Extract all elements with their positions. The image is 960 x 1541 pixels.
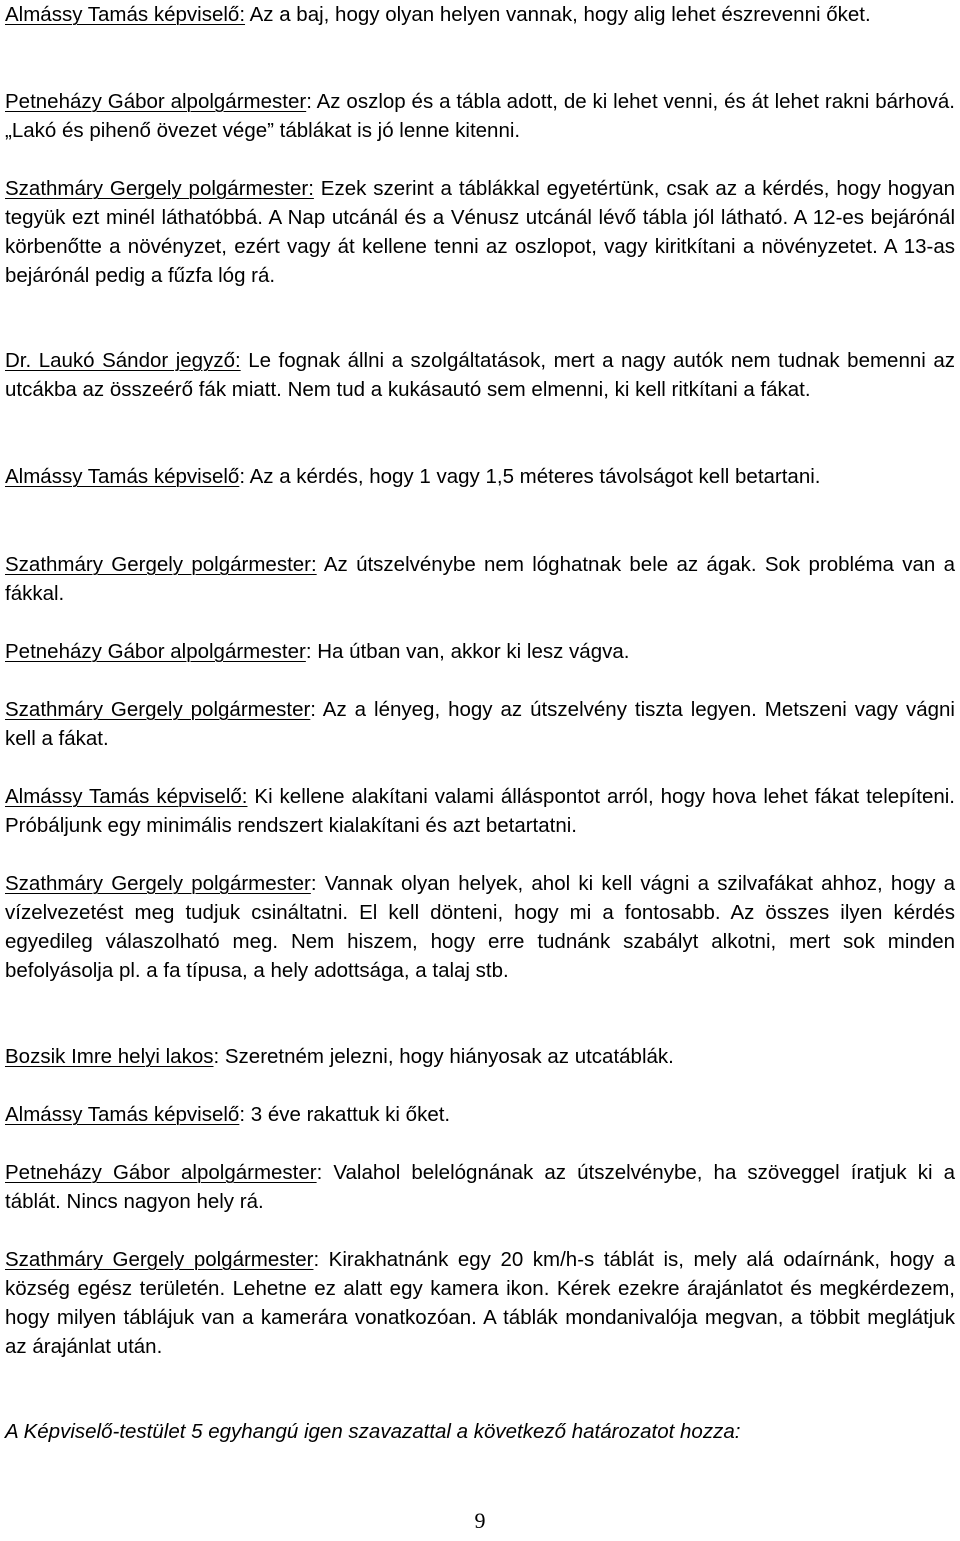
speaker-name: Szathmáry Gergely polgármester: xyxy=(5,553,317,576)
paragraph-7 xyxy=(5,637,955,666)
speaker-name: Szathmáry Gergely polgármester xyxy=(5,698,311,721)
page-number: 9 xyxy=(474,1508,486,1533)
statement-text: : Az a kérdés, hogy 1 vagy 1,5 méteres távolságot kell betartani. xyxy=(239,465,821,488)
paragraph-12 xyxy=(5,1100,955,1129)
statement-text: : Az a lényeg, hogy az útszelvény tiszta legyen. Metszeni vagy vágni kell a fákat. xyxy=(5,698,955,750)
speaker-name: Almássy Tamás képviselő xyxy=(5,465,240,488)
statement-text: : 3 éve rakattuk ki őket. xyxy=(239,1103,451,1126)
statement-text: Le fognak állni a szolgáltatások, mert a nagy autók nem tudnak bemenni az utcákba az összeérő fák miatt. Nem tud a kukásautó sem elmenni, ki kell ritkítani a fákat. xyxy=(5,349,955,401)
paragraph-14 xyxy=(5,1245,955,1361)
speaker-name: Bozsik Imre helyi lakos xyxy=(5,1045,214,1068)
statement-text: : Kirakhatnánk egy 20 km/h-s táblát is, mely alá odaírnánk, hogy a község egész területén. Lehetne ez alatt egy kamera ikon. Kérek ezekre árajánlatot és megkérdezem, hogy milyen táblájuk van a kamerára vonatkozóan. A táblák mondanivalója megvan, a többit meglátjuk az árajánlat után. xyxy=(5,1248,955,1358)
paragraph-11 xyxy=(5,1042,955,1071)
speaker-name: Dr. Laukó Sándor jegyző: xyxy=(5,349,241,372)
statement-text: Az útszelvénybe nem lóghatnak bele az ágak. Sok probléma van a fákkal. xyxy=(5,553,955,605)
statement-text: Ki kellene alakítani valami álláspontot arról, hogy hova lehet fákat telepíteni. Próbáljunk egy minimális rendszert kialakítani és azt betartatni. xyxy=(5,785,956,837)
statement-text: : Vannak olyan helyek, ahol ki kell vágni a szilvafákat ahhoz, hogy a vízelvezetést meg tudjuk csináltatni. El kell dönteni, hogy mi a fontosabb. Az összes ilyen kérdés egyedileg válaszolható meg. Nem hiszem, hogy erre tudnánk szabályt alkotni, mert sok minden befolyásolja pl. a fa típusa, a hely adottsága, a talaj stb. xyxy=(5,872,955,982)
paragraph-6 xyxy=(5,550,955,608)
speaker-name: Almássy Tamás képviselő: xyxy=(5,3,246,26)
paragraph-9 xyxy=(5,782,955,840)
resolution-intro: A Képviselő-testület 5 egyhangú igen szavazattal a következő határozatot hozza: xyxy=(5,1420,741,1443)
speaker-name: Petneházy Gábor alpolgármester xyxy=(5,1161,317,1184)
statement-text: Az a baj, hogy olyan helyen vannak, hogy alig lehet észrevenni őket. xyxy=(245,3,871,26)
speaker-name: Almássy Tamás képviselő xyxy=(5,1103,240,1126)
speaker-name: Petneházy Gábor alpolgármester xyxy=(5,640,306,663)
paragraph-8 xyxy=(5,695,955,753)
paragraph-2 xyxy=(5,87,955,145)
statement-text: : Ha útban van, akkor ki lesz vágva. xyxy=(305,640,630,663)
paragraph-10 xyxy=(5,869,955,985)
speaker-name: Almássy Tamás képviselő: xyxy=(5,785,248,808)
statement-text: : Szeretném jelezni, hogy hiányosak az utcatáblák. xyxy=(213,1045,674,1068)
speaker-name: Szathmáry Gergely polgármester: xyxy=(5,177,314,200)
statement-text: : Az oszlop és a tábla adott, de ki lehet venni, és át lehet rakni bárhová. „Lakó és pihenő övezet vége” táblákat is jó lenne kitenni. xyxy=(5,90,955,142)
speaker-name: Szathmáry Gergely polgármester xyxy=(5,872,311,895)
paragraph-4 xyxy=(5,346,955,404)
paragraph-1 xyxy=(5,0,955,29)
statement-text: Ezek szerint a táblákkal egyetértünk, csak az a kérdés, hogy hogyan tegyük ezt minél láthatóbbá. A Nap utcánál és a Vénusz utcánál lévő tábla jól látható. A 12-es bejárónál körbenőtte a növényzet, ezért vagy át kellene tenni az oszlopot, vagy kiritkítani a növényzetet. A 13-as bejárónál pedig a fűzfa lóg rá. xyxy=(5,177,955,287)
paragraph-3 xyxy=(5,174,955,290)
speaker-name: Petneházy Gábor alpolgármester xyxy=(5,90,307,113)
paragraph-13 xyxy=(5,1158,955,1216)
speaker-name: Szathmáry Gergely polgármester xyxy=(5,1248,314,1271)
statement-text: : Valahol belelógnának az útszelvénybe, ha szöveggel íratjuk ki a táblát. Nincs nagyon hely rá. xyxy=(5,1161,955,1213)
paragraph-5 xyxy=(5,462,955,491)
